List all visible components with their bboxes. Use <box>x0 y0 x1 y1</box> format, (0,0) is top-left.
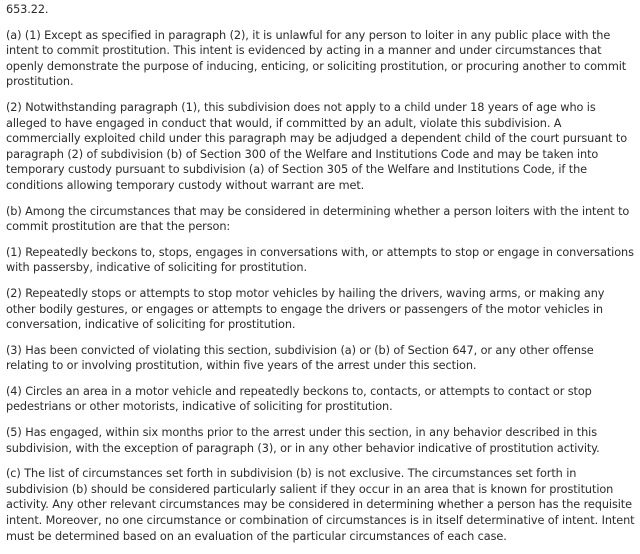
paragraph-b3: (3) Has been convicted of violating this section, subdivision (a) or (b) of Section 647, or any other offense relating to or involving prostitution, within five years of the arrest under this section. <box>6 343 594 373</box>
paragraph-a1: (a) (1) Except as specified in paragraph (2), it is unlawful for any person to loiter in any public place with the intent to commit prostitution. This intent is evidenced by acting in a manner and under circumstances that openly demonstrate the purpose of inducing, enticing, or soliciting prostitution, or procuring another to commit prostitution. <box>6 28 627 89</box>
paragraph-b1: (1) Repeatedly beckons to, stops, engages in conversations with, or attempts to stop or engage in conversations with passersby, indicative of soliciting for prostitution. <box>6 245 634 275</box>
section-number: 653.22. <box>6 3 49 16</box>
paragraph-b: (b) Among the circumstances that may be considered in determining whether a person loiters with the intent to commit prostitution are that the person: <box>6 204 630 234</box>
paragraph-b4: (4) Circles an area in a motor vehicle and repeatedly beckons to, contacts, or attempts to contact or stop pedestrians or other motorists, indicative of soliciting for prostitution. <box>6 384 592 414</box>
paragraph-a2: (2) Notwithstanding paragraph (1), this subdivision does not apply to a child under 18 years of age who is alleged to have engaged in conduct that would, if committed by an adult, violate this subdivision. A commercially exploited child under this paragraph may be adjudged a dependent child of the court pursuant to paragraph (2) of subdivision (b) of Section 300 of the Welfare and Institutions Code and may be taken into temporary custody pursuant to subdivision (a) of Section 305 of the Welfare and Institutions Code, if the conditions allowing temporary custody without warrant are met. <box>6 100 628 192</box>
statute-document <box>6 2 636 554</box>
paragraph-c: (c) The list of circumstances set forth in subdivision (b) is not exclusive. The circumstances set forth in subdivision (b) should be considered particularly salient if they occur in an area that is known for prostitution activity. Any other relevant circumstances may be considered in determining whether a person has the requisite intent. Moreover, no one circumstance or combination of circumstances is in itself determinative of intent. Intent must be determined based on an evaluation of the particular circumstances of each case. <box>6 467 635 543</box>
paragraph-b5: (5) Has engaged, within six months prior to the arrest under this section, in any behavior described in this subdivision, with the exception of paragraph (3), or in any other behavior indicative of prostitution activity. <box>6 426 600 455</box>
paragraph-b2: (2) Repeatedly stops or attempts to stop motor vehicles by hailing the drivers, waving arms, or making any other bodily gestures, or engages or attempts to engage the drivers or passengers of the motor vehicles in conversation, indicative of soliciting for prostitution. <box>6 286 605 332</box>
